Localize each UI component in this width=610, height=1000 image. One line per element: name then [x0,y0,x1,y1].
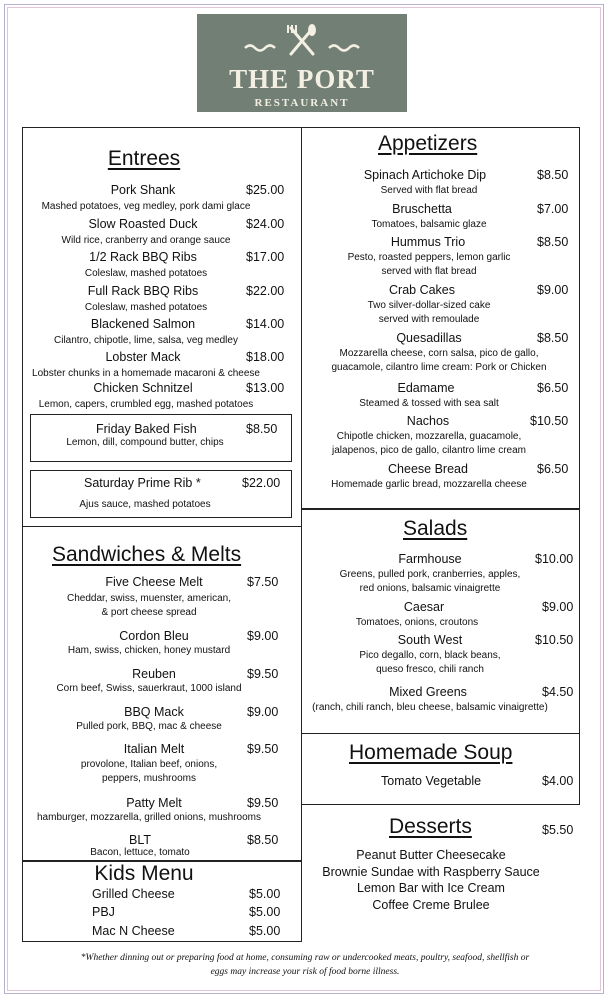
entree-desc: Lobster chunks in a homemade macaroni & cheese [32,368,260,379]
sandwich-price: $9.00 [247,629,279,643]
desserts-price: $5.50 [542,823,574,837]
entree-price: $14.00 [246,317,285,331]
appetizer-desc: served with remoulade [378,314,480,325]
salads-heading: Salads [403,517,468,540]
sandwich-name: Cordon Bleu [119,629,189,643]
appetizer-desc: Mozzarella cheese, corn salsa, pico de gallo, [339,348,539,359]
appetizer-desc: Served with flat bread [380,185,478,196]
appetizer-price: $9.00 [537,283,569,297]
appetizer-name: Nachos [406,414,450,428]
sandwich-desc: Cheddar, swiss, muenster, american, [67,593,231,604]
appetizer-desc: guacamole, cilantro lime cream: Pork or Chicken [331,362,547,373]
entree-name: Pork Shank [110,183,176,197]
entree-name: Chicken Schnitzel [93,381,193,395]
appetizer-desc: jalapenos, pico de gallo, cilantro lime cream [332,445,526,456]
appetizer-price: $8.50 [537,168,569,182]
salad-desc: Greens, pulled pork, cranberries, apples, [339,569,521,580]
kids-item-price: $5.00 [249,887,281,901]
sandwich-name: Patty Melt [126,796,182,810]
appetizer-price: $8.50 [537,235,569,249]
sandwich-price: $9.50 [247,796,279,810]
entree-name: 1/2 Rack BBQ Ribs [89,250,197,264]
appetizer-price: $7.00 [537,202,569,216]
entree-price: $22.00 [246,284,285,298]
salad-name: Mixed Greens [389,685,467,699]
wave-icon-left [245,46,275,51]
appetizer-desc: Pesto, roasted peppers, lemon garlic [347,252,511,263]
entree-desc: Coleslaw, mashed potatoes [84,302,208,313]
salad-desc: (ranch, chili ranch, bleu cheese, balsamic vinaigrette) [312,702,548,713]
salad-price: $10.50 [535,633,574,647]
footnote-line: eggs may increase your risk of food borne illness. [210,967,400,977]
sandwiches-heading: Sandwiches & Melts [52,543,242,566]
dessert-item: Brownie Sundae with Raspberry Sauce [322,865,540,879]
sandwich-name: Five Cheese Melt [105,575,203,589]
salad-desc: Pico degallo, corn, black beans, [359,650,501,661]
sandwich-desc: Corn beef, Swiss, sauerkraut, 1000 island [56,683,242,694]
dessert-item: Coffee Creme Brulee [372,898,490,912]
sandwich-desc: Bacon, lettuce, tomato [90,847,190,858]
kids-item-name: PBJ [92,905,115,919]
sandwich-price: $9.00 [247,705,279,719]
entree-desc: Mashed potatoes, veg medley, pork dami glace [41,201,251,212]
saturday-special-price: $22.00 [242,476,281,490]
soup-heading: Homemade Soup [349,741,513,764]
sandwich-desc: provolone, Italian beef, onions, [80,759,218,770]
footnote-line: *Whether dinning out or preparing food at home, consuming raw or undercooked meats, poultry, seafood, shellfish or [80,953,530,963]
appetizer-desc: Steamed & tossed with sea salt [359,398,499,409]
entree-desc: Coleslaw, mashed potatoes [84,268,208,279]
appetizer-name: Crab Cakes [389,283,455,297]
entree-desc: Wild rice, cranberry and orange sauce [61,235,231,246]
salad-desc: queso fresco, chili ranch [376,664,484,675]
logo-title: THE PORT [229,64,375,94]
entree-price: $24.00 [246,217,285,231]
sandwich-desc: hamburger, mozzarella, grilled onions, mushrooms [37,812,261,823]
desserts-heading: Desserts [389,815,472,838]
kids-item-price: $5.00 [249,905,281,919]
entree-price: $13.00 [246,381,285,395]
fork-knife-icon [197,22,407,56]
appetizer-name: Bruschetta [392,202,452,216]
soup-item-price: $4.00 [542,774,574,788]
salad-desc: red onions, balsamic vinaigrette [359,583,501,594]
salad-name: South West [397,633,463,647]
entree-price: $18.00 [246,350,285,364]
kids-item-name: Mac N Cheese [92,924,175,938]
appetizer-name: Cheese Bread [388,462,468,476]
logo-subtitle: RESTAURANT [254,97,350,109]
restaurant-logo [197,14,407,112]
appetizer-name: Spinach Artichoke Dip [363,168,487,182]
salad-price: $9.00 [542,600,574,614]
entree-name: Lobster Mack [105,350,181,364]
sandwich-name: BBQ Mack [124,705,184,719]
appetizer-desc: Tomatoes, balsamic glaze [371,219,487,230]
appetizer-price: $8.50 [537,331,569,345]
entree-price: $25.00 [246,183,285,197]
sandwich-name: Reuben [132,667,176,681]
appetizer-price: $6.50 [537,462,569,476]
appetizer-price: $10.50 [530,414,569,428]
entree-name: Slow Roasted Duck [88,217,198,231]
sandwich-price: $9.50 [247,667,279,681]
salad-name: Farmhouse [398,552,462,566]
entree-desc: Cilantro, chipotle, lime, salsa, veg medley [54,335,238,346]
appetizer-desc: Homemade garlic bread, mozzarella cheese [331,479,527,490]
entrees-heading: Entrees [107,147,181,170]
kids-item-name: Grilled Cheese [92,887,175,901]
appetizer-desc: Chipotle chicken, mozzarella, guacamole, [336,431,522,442]
sandwich-price: $8.50 [247,833,279,847]
soup-item-name: Tomato Vegetable [381,774,482,788]
salad-price: $4.50 [542,685,574,699]
sandwich-name: Italian Melt [123,742,185,756]
sandwich-desc: & port cheese spread [101,607,197,618]
friday-special-price: $8.50 [246,422,278,436]
appetizer-name: Edamame [397,381,455,395]
food-safety-footnote [60,951,550,979]
saturday-special-name: Saturday Prime Rib * [84,476,201,490]
salad-desc: Tomatoes, onions, croutons [355,617,479,628]
saturday-special-desc: Ajus sauce, mashed potatoes [79,499,211,510]
friday-special-desc: Lemon, dill, compound butter, chips [66,437,224,448]
appetizer-name: Quesadillas [396,331,462,345]
appetizer-name: Hummus Trio [390,235,466,249]
salad-price: $10.00 [535,552,574,566]
appetizer-price: $6.50 [537,381,569,395]
dessert-item: Lemon Bar with Ice Cream [357,881,505,895]
sandwich-price: $7.50 [247,575,279,589]
dessert-item: Peanut Butter Cheesecake [356,848,506,862]
sandwich-desc: peppers, mushrooms [102,773,196,784]
entree-name: Blackened Salmon [90,317,196,331]
appetizer-desc: Two silver-dollar-sized cake [367,300,491,311]
sandwich-desc: Pulled pork, BBQ, mac & cheese [76,721,222,732]
friday-special-name: Friday Baked Fish [96,422,197,436]
entree-name: Full Rack BBQ Ribs [87,284,199,298]
sandwich-desc: Ham, swiss, chicken, honey mustard [67,645,231,656]
entree-price: $17.00 [246,250,285,264]
appetizers-heading: Appetizers [378,132,478,155]
entree-desc: Lemon, capers, crumbled egg, mashed potatoes [38,399,254,410]
appetizer-desc: served with flat bread [381,266,477,277]
sandwich-price: $9.50 [247,742,279,756]
sandwich-name: BLT [129,833,151,847]
kids-heading: Kids Menu [94,862,194,885]
wave-icon-right [329,46,359,51]
kids-item-price: $5.00 [249,924,281,938]
salad-name: Caesar [403,600,445,614]
